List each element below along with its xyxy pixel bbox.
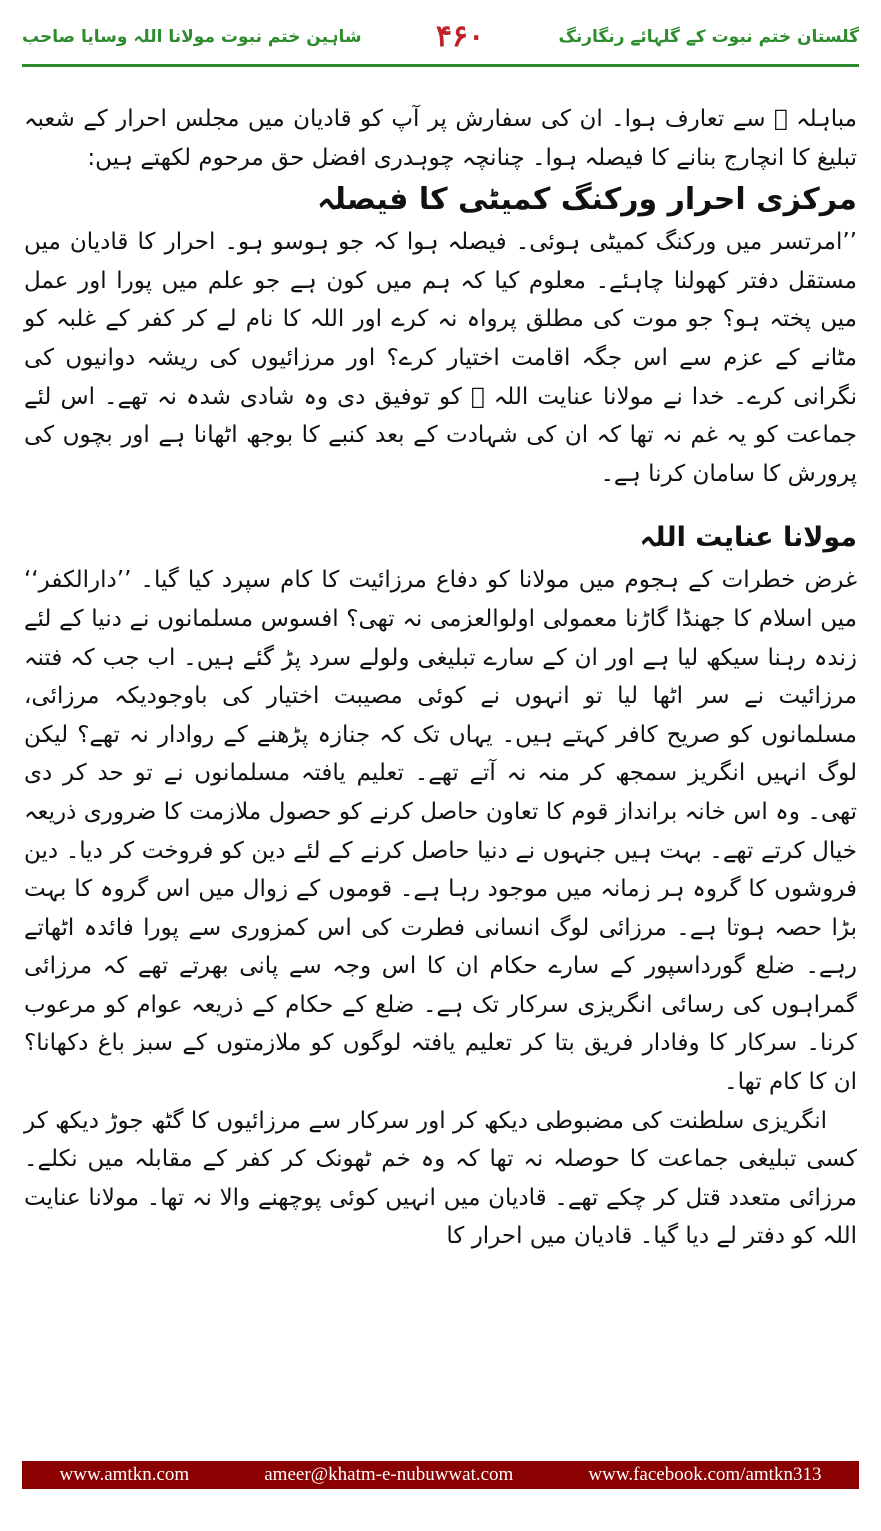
quote-paragraph: ’’امرتسر میں ورکنگ کمیٹی ہوئی۔ فیصلہ ہوا کہ جو ہوسو ہو۔ احرار کا قادیان میں مستقل دفتر کھولنا چاہئے۔ معلوم کیا کہ ہم میں کون ہے جو علم میں پورا اور عمل میں پختہ ہو؟ جو موت کی مطلق پرواہ نہ کرے اور اللہ کا نام لے کر کفر کے غلبہ کو مٹانے کے عزم سے اس جگہ اقامت اختیار کرے؟ اور مرزائیوں کی ریشہ دوانیوں کی نگرانی کرے۔ خدا نے مولانا عنایت اللہ ﷫ کو توفیق دی وہ شادی شدہ نہ تھے۔ اس لئے جماعت کو یہ غم نہ تھا کہ ان کی شہادت کے بعد کنبے کا بوجھ اٹھانا ہے اور بچوں کی پرورش کا سامان کرنا ہے۔ (24, 229, 857, 487)
intro-paragraph: مباہلہ ﷫ سے تعارف ہوا۔ ان کی سفارش پر آپ کو قادیان میں مجلس احرار کے شعبہ تبلیغ کا انچارج بنانے کا فیصلہ ہوا۔ چنانچہ چوہدری افضل حق مرحوم لکھتے ہیں: (24, 106, 857, 171)
header-divider (22, 64, 859, 67)
footer-email-link[interactable]: ameer@khatm-e-nubuwwat.com (264, 1464, 514, 1485)
section-heading-maulana: مولانا عنایت اللہ (639, 522, 857, 554)
page-number: ۴۶۰ (435, 18, 485, 54)
body-paragraph-2: انگریزی سلطنت کی مضبوطی دیکھ کر اور سرکار سے مرزائیوں کا گٹھ جوڑ دیکھ کر کسی تبلیغی جماعت کا حوصلہ نہ تھا کہ وہ خم ٹھونک کر کفر کے مقابلہ میں نکلے۔ مرزائی متعدد قتل کر چکے تھے۔ قادیان میں انہیں کوئی پوچھنے والا نہ تھا۔ مولانا عنایت اللہ کو دفتر لے دیا گیا۔ قادیان میں احرار کا (24, 1107, 857, 1250)
author-title: شاہین ختم نبوت مولانا اللہ وسایا صاحب (22, 26, 362, 47)
book-title: گلستان ختم نبوت کے گلہائے رنگارنگ (558, 26, 859, 47)
footer-facebook-link[interactable]: www.facebook.com/amtkn313 (588, 1464, 822, 1485)
body-paragraph-1: غرض خطرات کے ہجوم میں مولانا کو دفاع مرزائیت کا کام سپرد کیا گیا۔ ’’دارالکفر‘‘ میں اسلام کا جھنڈا گاڑنا معمولی اولوالعزمی نہ تھی؟ افسوس مسلمانوں نے دنیا کے لئے زندہ رہنا سیکھ لیا ہے اور ان کے سارے تبلیغی ولولے سرد پڑ گئے ہیں۔ اب جب کہ فتنہ مرزائیت نے سر اٹھا لیا تو انہوں نے کوئی مصیبت اختیار کی باوجودیکہ مرزائی، مسلمانوں کو صریح کافر کہتے ہیں۔ یہاں تک کہ جنازہ پڑھنے کے روادار نہ تھے؟ لیکن لوگ انہیں انگریز سمجھ کر منہ نہ آتے تھے۔ تعلیم یافتہ مسلمانوں نے تو حد کر دی تھی۔ وہ اس خانہ برانداز قوم کا تعاون حاصل کرنے کو حصول ملازمت کا ضروری ذریعہ خیال کرتے تھے۔ بہت ہیں جنہوں نے دنیا حاصل کرنے کے لئے دین کو فروخت کر دیا۔ دین فروشوں کا گروہ ہر زمانہ میں موجود رہا ہے۔ قوموں کے زوال میں اس گروہ کا بہت بڑا حصہ ہوتا ہے۔ مرزائی لوگ انسانی فطرت کی اس کمزوری سے پورا فائدہ اٹھاتے رہے۔ ضلع گورداسپور کے سارے حکام ان کا اس وجہ سے پانی بھرتے تھے کہ مرزائی گمراہوں کی رسائی انگریزی سرکار تک ہے۔ ضلع کے حکام کے ذریعہ عوام کو مرعوب کرنا۔ سرکار کا وفادار فریق بتا کر تعلیم یافتہ لوگوں کو ملازمتوں کے سبز باغ دکھانا؟ ان کا کام تھا۔ (24, 567, 857, 1096)
footer-website-link[interactable]: www.amtkn.com (59, 1464, 190, 1485)
section-heading-committee: مرکزی احرار ورکنگ کمیٹی کا فیصلہ (317, 182, 857, 218)
page-header (22, 14, 859, 58)
page-body (24, 100, 857, 1256)
footer-bar (22, 1461, 859, 1489)
